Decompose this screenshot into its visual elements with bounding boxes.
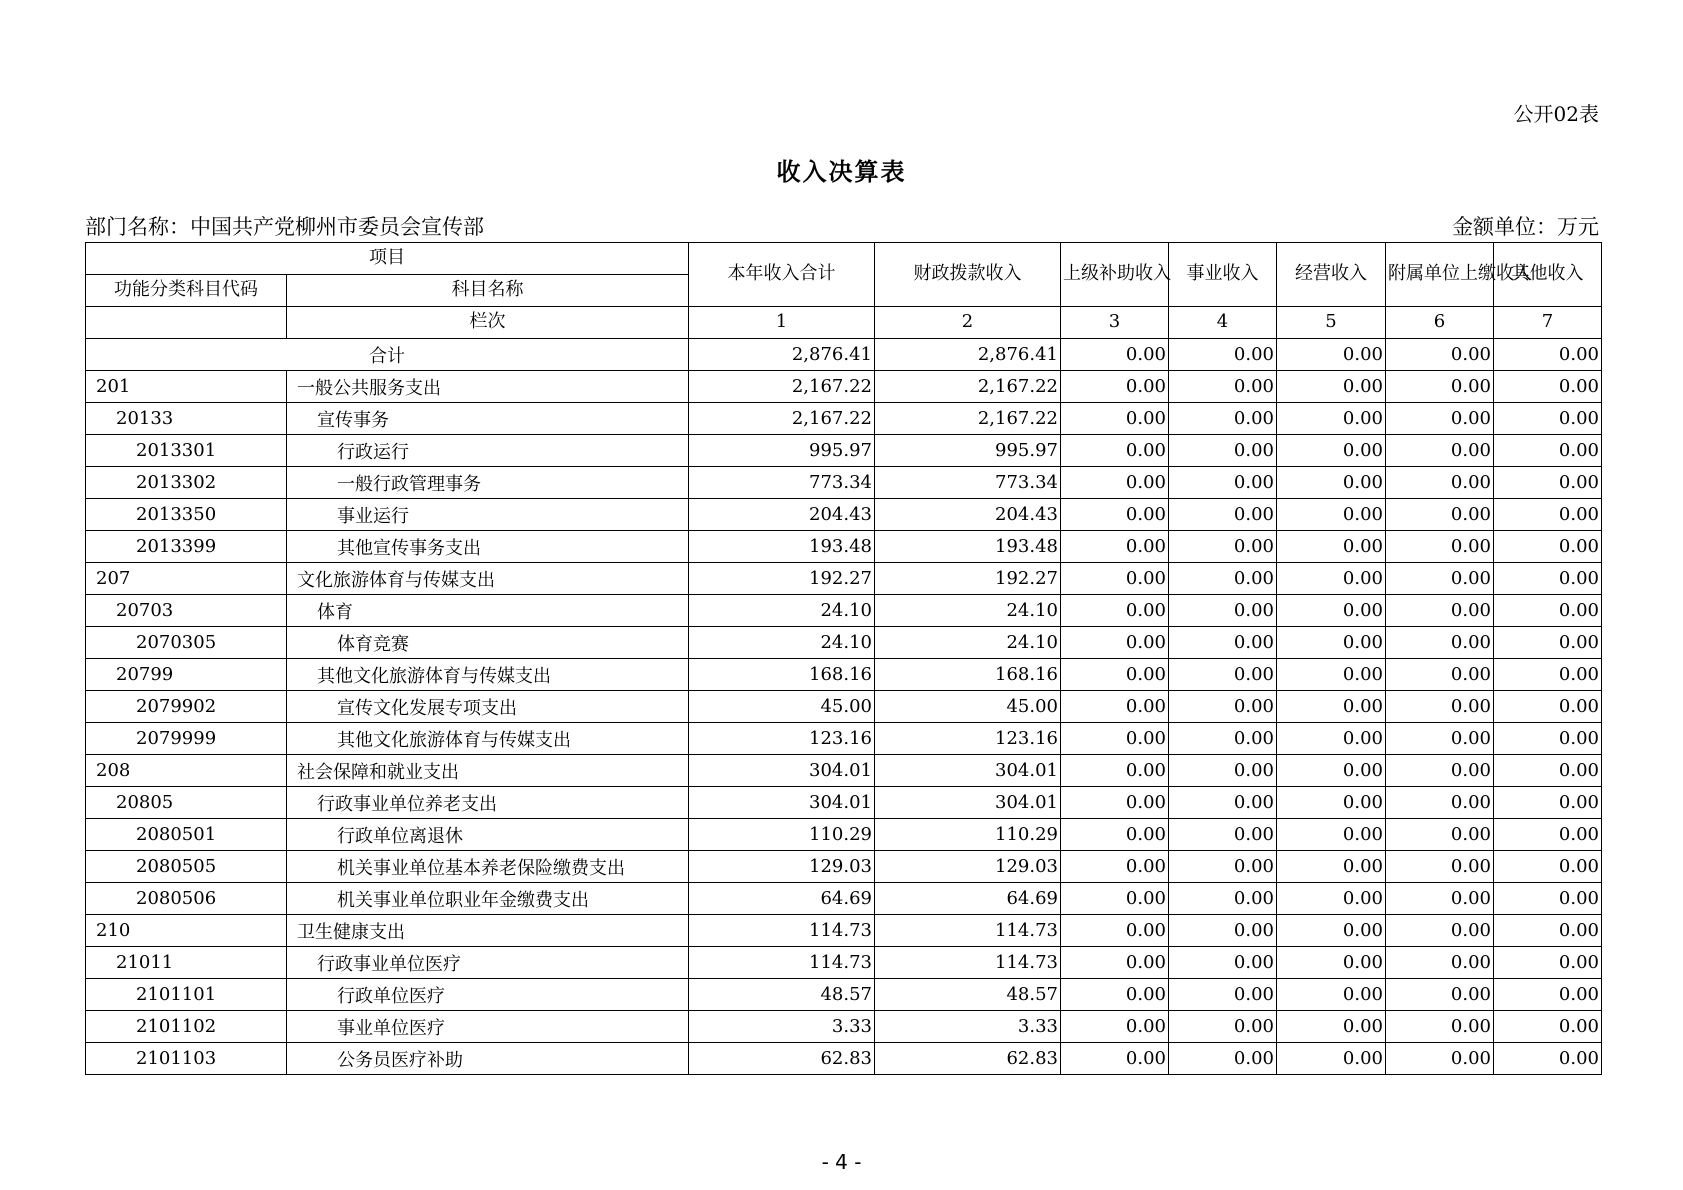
subject-code: 2013302 [86,467,287,499]
amount-cell: 24.10 [875,627,1061,659]
amount-cell: 0.00 [1061,403,1169,435]
amount-cell: 0.00 [1277,371,1386,403]
amount-cell: 0.00 [1169,787,1277,819]
amount-cell: 64.69 [689,883,875,915]
amount-cell: 0.00 [1061,883,1169,915]
amount-cell: 0.00 [1169,819,1277,851]
subject-name: 行政运行 [287,435,689,467]
amount-cell: 193.48 [689,531,875,563]
amount-cell: 0.00 [1169,979,1277,1011]
subject-code: 2079902 [86,691,287,723]
subject-name: 宣传文化发展专项支出 [287,691,689,723]
amount-cell: 0.00 [1494,691,1602,723]
table-row [86,659,1602,691]
amount-cell: 0.00 [1494,755,1602,787]
column-index-row [86,307,1602,339]
subject-name: 事业单位医疗 [287,1011,689,1043]
col-index-blank [86,307,287,339]
amount-cell: 192.27 [689,563,875,595]
department-name: 部门名称：中国共产党柳州市委员会宣传部 [85,215,484,239]
amount-cell: 0.00 [1277,403,1386,435]
amount-cell: 0.00 [1061,755,1169,787]
subject-name: 其他宣传事务支出 [287,531,689,563]
amount-cell: 0.00 [1061,467,1169,499]
amount-cell: 204.43 [689,499,875,531]
form-number: 公开02表 [1513,102,1599,126]
subject-code: 20133 [86,403,287,435]
amount-cell: 0.00 [1386,595,1494,627]
table-row [86,595,1602,627]
amount-cell: 0.00 [1494,979,1602,1011]
amount-cell: 3.33 [689,1011,875,1043]
amount-cell: 3.33 [875,1011,1061,1043]
amount-cell: 0.00 [1061,819,1169,851]
subject-code: 207 [86,563,287,595]
amount-cell: 0.00 [1386,563,1494,595]
total-value: 0.00 [1061,339,1169,371]
total-value: 0.00 [1277,339,1386,371]
subject-code: 2079999 [86,723,287,755]
amount-cell: 0.00 [1061,371,1169,403]
subject-code: 2070305 [86,627,287,659]
amount-cell: 0.00 [1277,947,1386,979]
amount-cell: 0.00 [1277,723,1386,755]
amount-cell: 114.73 [689,915,875,947]
amount-cell: 0.00 [1494,787,1602,819]
amount-cell: 0.00 [1061,563,1169,595]
amount-cell: 0.00 [1386,1043,1494,1075]
table-row [86,371,1602,403]
amount-cell: 0.00 [1494,563,1602,595]
amount-cell: 0.00 [1169,467,1277,499]
amount-cell: 0.00 [1494,371,1602,403]
amount-cell: 0.00 [1386,819,1494,851]
amount-cell: 0.00 [1277,787,1386,819]
header-col-3: 上级补助收入 [1061,243,1169,307]
col-number: 2 [875,307,1061,339]
amount-cell: 62.83 [689,1043,875,1075]
amount-cell: 0.00 [1061,947,1169,979]
amount-cell: 0.00 [1386,915,1494,947]
amount-cell: 0.00 [1169,563,1277,595]
amount-cell: 995.97 [875,435,1061,467]
table-row [86,627,1602,659]
table-row [86,851,1602,883]
amount-cell: 62.83 [875,1043,1061,1075]
amount-cell: 0.00 [1277,1011,1386,1043]
table-row [86,563,1602,595]
amount-cell: 0.00 [1169,627,1277,659]
amount-cell: 0.00 [1277,595,1386,627]
amount-cell: 0.00 [1494,723,1602,755]
header-subject: 科目名称 [287,275,689,307]
subject-code: 2013301 [86,435,287,467]
amount-cell: 0.00 [1277,531,1386,563]
amount-cell: 114.73 [875,915,1061,947]
amount-cell: 192.27 [875,563,1061,595]
amount-cell: 114.73 [875,947,1061,979]
col-number: 3 [1061,307,1169,339]
amount-cell: 0.00 [1494,915,1602,947]
amount-cell: 0.00 [1061,627,1169,659]
amount-cell: 304.01 [689,755,875,787]
subject-name: 行政事业单位医疗 [287,947,689,979]
amount-unit: 金额单位：万元 [1452,215,1599,239]
amount-cell: 24.10 [875,595,1061,627]
subject-name: 宣传事务 [287,403,689,435]
header-col-2: 财政拨款收入 [875,243,1061,307]
header-col-6: 附属单位上缴收入 [1386,243,1494,307]
subject-name: 其他文化旅游体育与传媒支出 [287,723,689,755]
page-number: - 4 - [821,1150,862,1174]
amount-cell: 0.00 [1061,595,1169,627]
amount-cell: 0.00 [1061,979,1169,1011]
header-col-7: 其他收入 [1494,243,1602,307]
amount-cell: 0.00 [1494,403,1602,435]
col-index-label: 栏次 [287,307,689,339]
amount-cell: 0.00 [1277,691,1386,723]
table-row [86,435,1602,467]
amount-cell: 0.00 [1386,691,1494,723]
table-row [86,723,1602,755]
subject-name: 公务员医疗补助 [287,1043,689,1075]
subject-code: 2080501 [86,819,287,851]
subject-code: 21011 [86,947,287,979]
table-row [86,531,1602,563]
subject-code: 2080505 [86,851,287,883]
subject-code: 2013399 [86,531,287,563]
amount-cell: 0.00 [1386,787,1494,819]
amount-cell: 0.00 [1169,723,1277,755]
amount-cell: 2,167.22 [689,403,875,435]
table-row [86,787,1602,819]
amount-cell: 45.00 [875,691,1061,723]
amount-cell: 0.00 [1277,883,1386,915]
amount-cell: 0.00 [1061,1043,1169,1075]
table-row [86,691,1602,723]
table-row [86,819,1602,851]
amount-cell: 0.00 [1386,659,1494,691]
amount-cell: 0.00 [1494,531,1602,563]
amount-cell: 0.00 [1169,435,1277,467]
table-row [86,915,1602,947]
amount-cell: 0.00 [1386,403,1494,435]
amount-cell: 0.00 [1061,691,1169,723]
amount-cell: 0.00 [1169,851,1277,883]
amount-cell: 0.00 [1386,371,1494,403]
subject-name: 行政事业单位养老支出 [287,787,689,819]
subject-name: 卫生健康支出 [287,915,689,947]
subject-code: 208 [86,755,287,787]
subject-name: 机关事业单位基本养老保险缴费支出 [287,851,689,883]
amount-cell: 123.16 [689,723,875,755]
amount-cell: 0.00 [1494,883,1602,915]
amount-cell: 0.00 [1386,531,1494,563]
amount-cell: 0.00 [1277,499,1386,531]
amount-cell: 0.00 [1277,819,1386,851]
subject-code: 2101101 [86,979,287,1011]
amount-cell: 0.00 [1061,787,1169,819]
table-row [86,883,1602,915]
amount-cell: 0.00 [1277,1043,1386,1075]
amount-cell: 0.00 [1169,883,1277,915]
subject-code: 20799 [86,659,287,691]
table-row [86,755,1602,787]
subject-name: 机关事业单位职业年金缴费支出 [287,883,689,915]
amount-cell: 0.00 [1169,531,1277,563]
subject-name: 体育竞赛 [287,627,689,659]
amount-cell: 0.00 [1169,1043,1277,1075]
amount-cell: 24.10 [689,627,875,659]
amount-cell: 129.03 [875,851,1061,883]
subject-name: 体育 [287,595,689,627]
amount-cell: 304.01 [689,787,875,819]
amount-cell: 114.73 [689,947,875,979]
subject-name: 其他文化旅游体育与传媒支出 [287,659,689,691]
total-value: 0.00 [1494,339,1602,371]
amount-cell: 0.00 [1494,499,1602,531]
amount-cell: 45.00 [689,691,875,723]
col-number: 1 [689,307,875,339]
header-row-1 [86,243,1602,275]
amount-cell: 2,167.22 [875,371,1061,403]
amount-cell: 304.01 [875,787,1061,819]
amount-cell: 0.00 [1277,467,1386,499]
table-row [86,1011,1602,1043]
table-row [86,1043,1602,1075]
table-row [86,499,1602,531]
subject-name: 社会保障和就业支出 [287,755,689,787]
amount-cell: 0.00 [1386,499,1494,531]
amount-cell: 0.00 [1277,851,1386,883]
amount-cell: 168.16 [875,659,1061,691]
amount-cell: 123.16 [875,723,1061,755]
col-number: 6 [1386,307,1494,339]
header-project: 项目 [86,243,689,275]
amount-cell: 0.00 [1277,627,1386,659]
amount-cell: 0.00 [1169,659,1277,691]
amount-cell: 0.00 [1061,659,1169,691]
amount-cell: 2,167.22 [875,403,1061,435]
amount-cell: 0.00 [1169,947,1277,979]
amount-cell: 0.00 [1061,499,1169,531]
amount-cell: 0.00 [1169,403,1277,435]
amount-cell: 110.29 [689,819,875,851]
total-value: 0.00 [1169,339,1277,371]
amount-cell: 773.34 [875,467,1061,499]
subject-name: 一般公共服务支出 [287,371,689,403]
amount-cell: 0.00 [1061,435,1169,467]
amount-cell: 304.01 [875,755,1061,787]
amount-cell: 0.00 [1061,723,1169,755]
header-col-4: 事业收入 [1169,243,1277,307]
amount-cell: 0.00 [1494,595,1602,627]
table-row [86,979,1602,1011]
subject-name: 文化旅游体育与传媒支出 [287,563,689,595]
amount-cell: 0.00 [1169,1011,1277,1043]
header-col-5: 经营收入 [1277,243,1386,307]
subject-code: 210 [86,915,287,947]
amount-cell: 0.00 [1169,915,1277,947]
table-row [86,403,1602,435]
amount-cell: 995.97 [689,435,875,467]
amount-cell: 64.69 [875,883,1061,915]
total-label: 合计 [86,339,689,371]
amount-cell: 0.00 [1169,755,1277,787]
amount-cell: 0.00 [1169,499,1277,531]
amount-cell: 0.00 [1386,755,1494,787]
amount-cell: 0.00 [1061,531,1169,563]
header-col-1: 本年收入合计 [689,243,875,307]
amount-cell: 0.00 [1494,1011,1602,1043]
amount-cell: 0.00 [1277,435,1386,467]
amount-cell: 193.48 [875,531,1061,563]
subject-code: 20703 [86,595,287,627]
col-number: 4 [1169,307,1277,339]
col-number: 5 [1277,307,1386,339]
subject-name: 一般行政管理事务 [287,467,689,499]
amount-cell: 0.00 [1494,819,1602,851]
table-row [86,947,1602,979]
amount-cell: 0.00 [1061,915,1169,947]
amount-cell: 0.00 [1494,435,1602,467]
amount-cell: 0.00 [1494,851,1602,883]
income-table [85,242,1602,1075]
amount-cell: 0.00 [1061,851,1169,883]
total-row [86,339,1602,371]
amount-cell: 0.00 [1169,595,1277,627]
subject-code: 2080506 [86,883,287,915]
col-number: 7 [1494,307,1602,339]
subject-name: 事业运行 [287,499,689,531]
amount-cell: 0.00 [1386,1011,1494,1043]
header-code: 功能分类科目代码 [86,275,287,307]
subject-code: 201 [86,371,287,403]
amount-cell: 0.00 [1277,915,1386,947]
amount-cell: 0.00 [1386,979,1494,1011]
amount-cell: 0.00 [1494,1043,1602,1075]
amount-cell: 0.00 [1386,467,1494,499]
subject-code: 20805 [86,787,287,819]
subject-code: 2101102 [86,1011,287,1043]
total-value: 0.00 [1386,339,1494,371]
amount-cell: 0.00 [1277,979,1386,1011]
amount-cell: 24.10 [689,595,875,627]
amount-cell: 0.00 [1386,627,1494,659]
amount-cell: 2,167.22 [689,371,875,403]
amount-cell: 0.00 [1494,627,1602,659]
amount-cell: 0.00 [1169,691,1277,723]
amount-cell: 0.00 [1386,851,1494,883]
subject-name: 行政单位医疗 [287,979,689,1011]
amount-cell: 48.57 [689,979,875,1011]
amount-cell: 0.00 [1494,947,1602,979]
amount-cell: 0.00 [1494,659,1602,691]
amount-cell: 0.00 [1386,723,1494,755]
amount-cell: 0.00 [1386,435,1494,467]
amount-cell: 0.00 [1386,947,1494,979]
amount-cell: 168.16 [689,659,875,691]
total-value: 2,876.41 [875,339,1061,371]
amount-cell: 0.00 [1386,883,1494,915]
table-row [86,467,1602,499]
subject-name: 行政单位离退休 [287,819,689,851]
amount-cell: 110.29 [875,819,1061,851]
subject-code: 2101103 [86,1043,287,1075]
amount-cell: 0.00 [1061,1011,1169,1043]
amount-cell: 204.43 [875,499,1061,531]
amount-cell: 0.00 [1277,563,1386,595]
total-value: 2,876.41 [689,339,875,371]
amount-cell: 773.34 [689,467,875,499]
amount-cell: 48.57 [875,979,1061,1011]
amount-cell: 129.03 [689,851,875,883]
amount-cell: 0.00 [1169,371,1277,403]
amount-cell: 0.00 [1277,659,1386,691]
page-title: 收入决算表 [776,157,907,186]
amount-cell: 0.00 [1494,467,1602,499]
subject-code: 2013350 [86,499,287,531]
amount-cell: 0.00 [1277,755,1386,787]
